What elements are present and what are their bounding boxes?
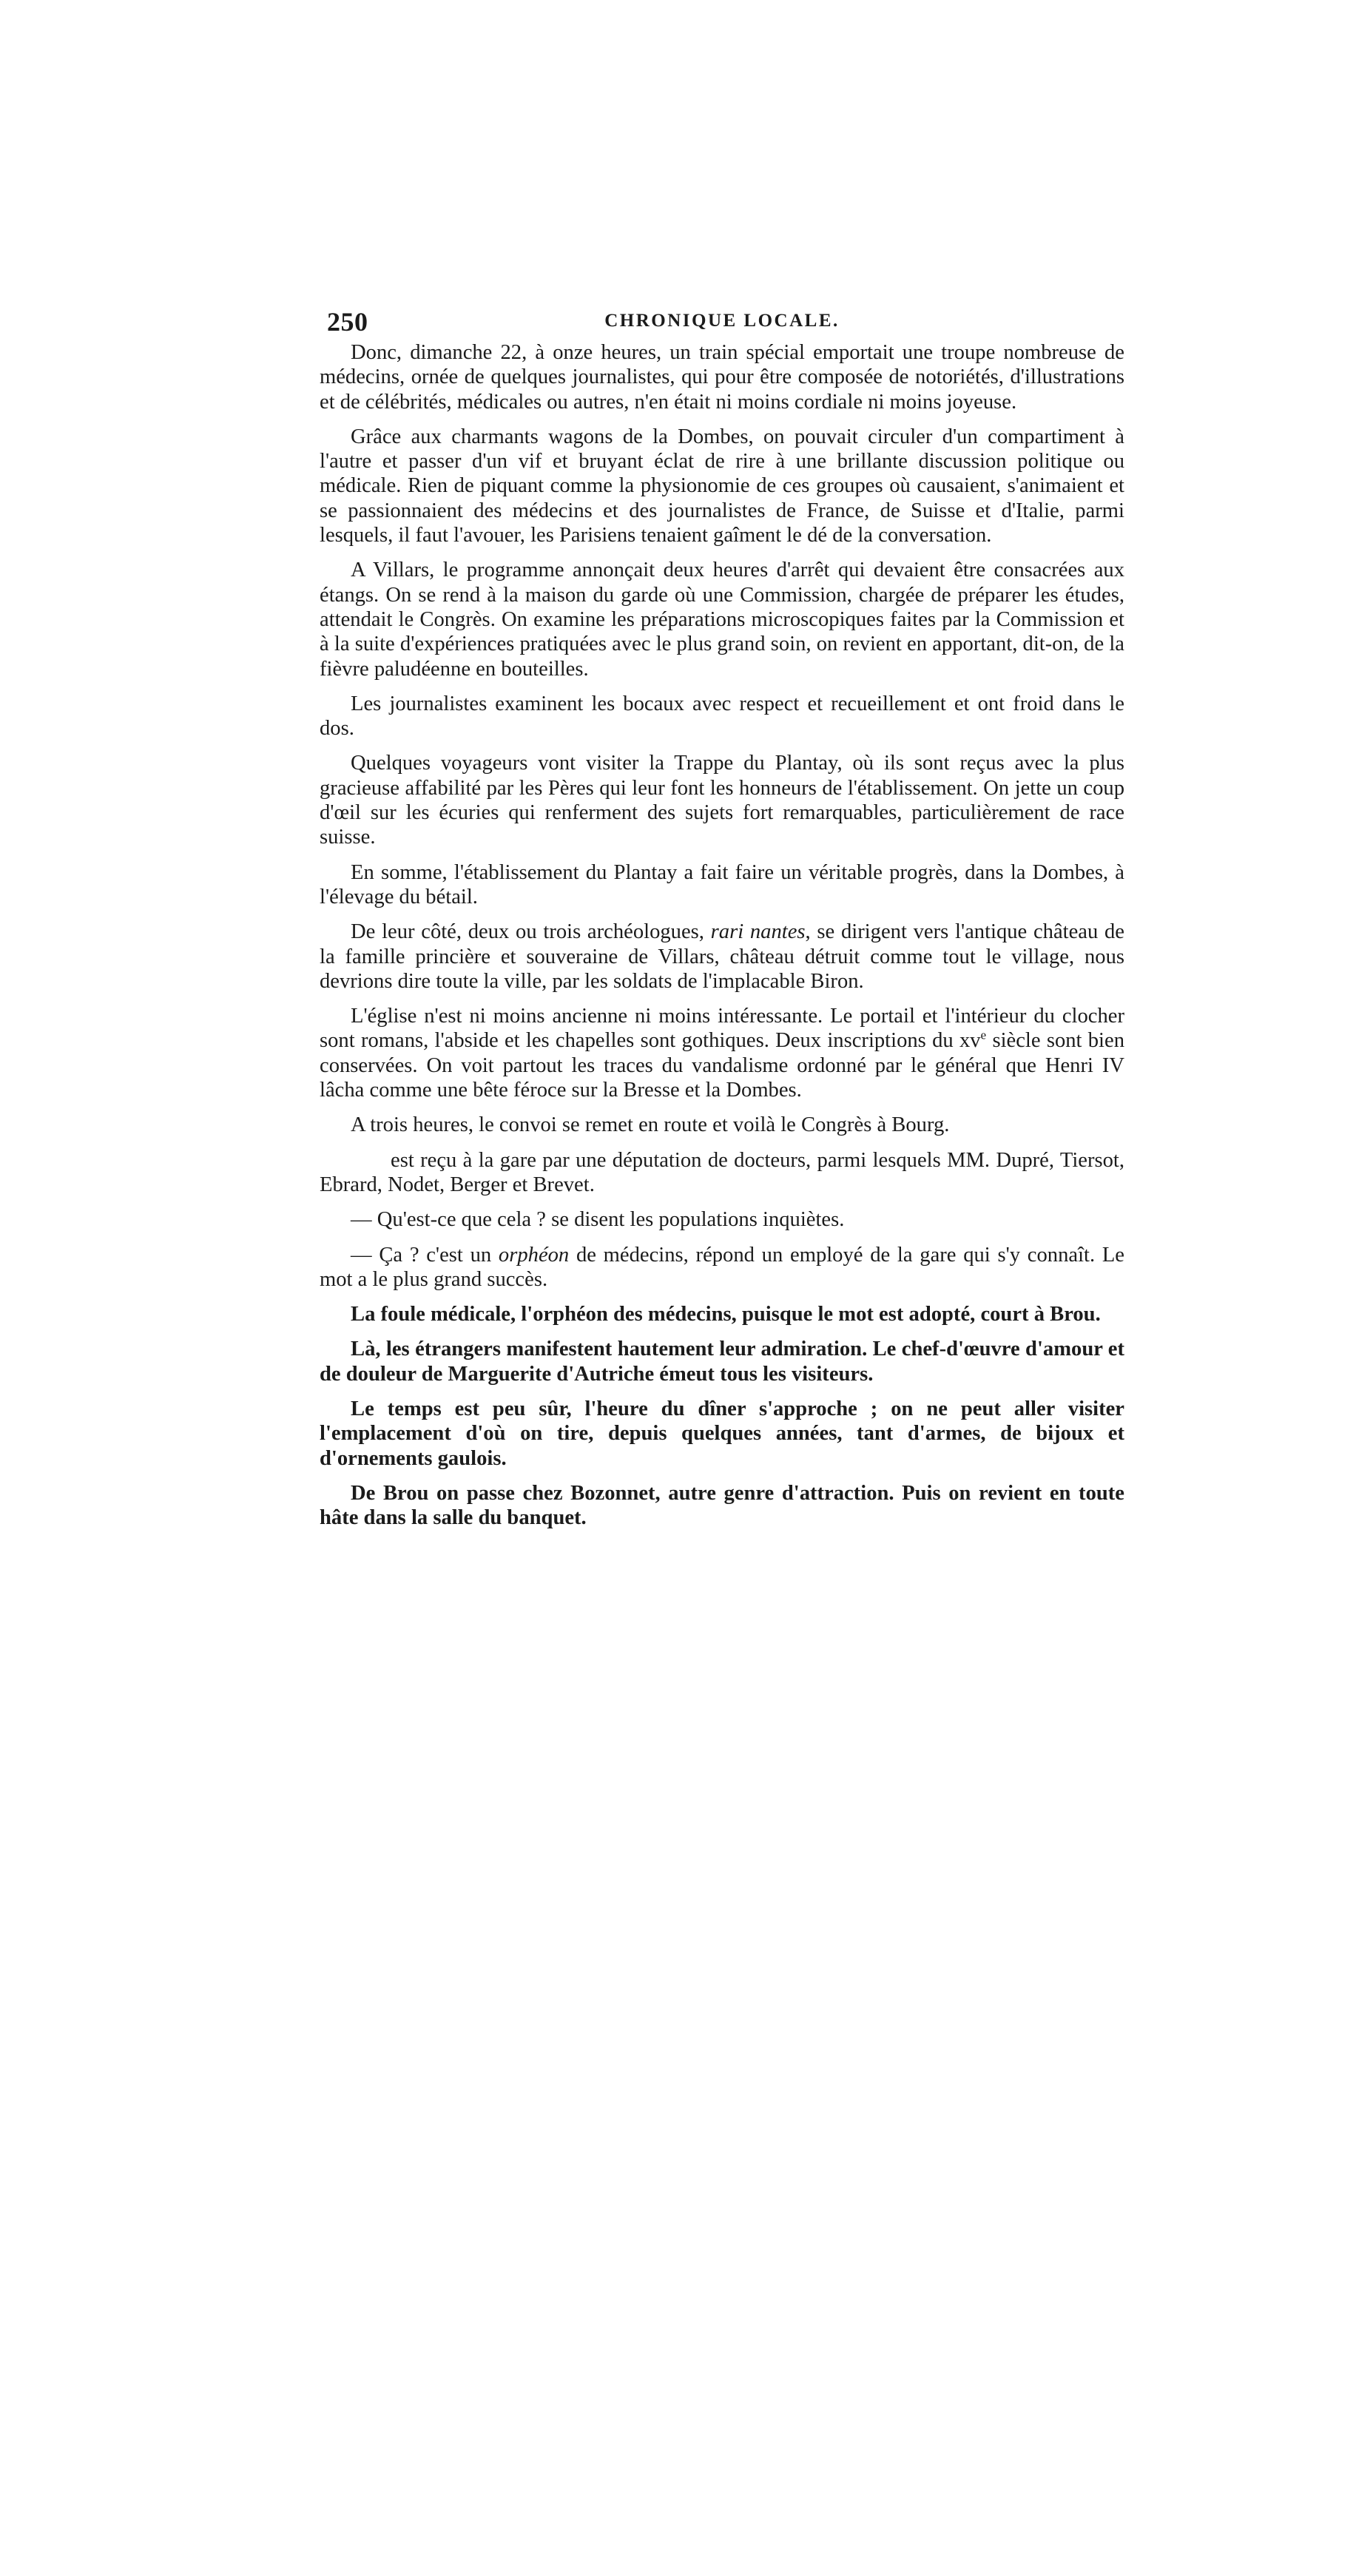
paragraph: Donc, dimanche 22, à onze heures, un train spécial emportait une troupe nombreuse de médecins, ornée de quelques journalistes, qui pour être composée de notoriétés, d'illustrations et de célébrités, médicales ou autres, n'en était ni moins cordiale ni moins joyeuse. bbox=[320, 341, 1124, 414]
paragraph: De Brou on passe chez Bozonnet, autre genre d'attraction. Puis on revient en toute hâte dans la salle du banquet. bbox=[320, 1481, 1124, 1530]
paragraph bbox=[320, 920, 1124, 994]
paragraph: Les journalistes examinent les bocaux avec respect et recueillement et ont froid dans le dos. bbox=[320, 692, 1124, 741]
running-title: CHRONIQUE LOCALE. bbox=[604, 311, 840, 331]
superscript: e bbox=[980, 1028, 987, 1042]
paragraph-text: siècle sont bien conservées. On voit partout les traces du vandalisme ordonné par le général que Henri IV lâcha comme une bête féroce sur la Bresse et la Dombes. bbox=[320, 1029, 1124, 1102]
paragraph: Là, les étrangers manifestent hautement leur admiration. Le chef-d'œuvre d'amour et de douleur de Marguerite d'Autriche émeut tous les visiteurs. bbox=[320, 1338, 1124, 1386]
paragraph-text: , se dirigent vers l'antique château de la famille princière et souveraine de Villars, château détruit comme tout le village, nous devrions dire toute la ville, par les soldats de l'implacable Biron. bbox=[320, 920, 1124, 993]
paragraph-text: — Ça ? c'est un bbox=[351, 1243, 499, 1267]
paragraph: En somme, l'établissement du Plantay a fait faire un véritable progrès, dans la Dombes, à l'élevage du bétail. bbox=[320, 860, 1124, 908]
text-column bbox=[320, 306, 1124, 1540]
paragraph: La foule médicale, l'orphéon des médecins, puisque le mot est adopté, court à Brou. bbox=[351, 1303, 1101, 1326]
running-head bbox=[320, 306, 1124, 336]
paragraph: Grâce aux charmants wagons de la Dombes, on pouvait circuler d'un compartiment à l'autre et passer d'un vif et bruyant éclat de rire à une brillante discussion politique ou médicale. Rien de piquant comme la physionomie de ces groupes où causaient, s'animaient et se passionnaient des médecins et des journalistes de France, de Suisse et d'Italie, parmi lesquels, il faut l'avouer, les Parisiens tenaient gaîment le dé de la conversation. bbox=[320, 425, 1124, 547]
paragraph-text: L'église n'est ni moins ancienne ni moins intéressante. Le portail et l'intérieur du clocher sont romans, l'abside et les chapelles sont gothiques. Deux inscriptions du xv bbox=[320, 1005, 1124, 1053]
italic-phrase: rari nantes bbox=[710, 920, 806, 944]
paragraph: Quelques voyageurs vont visiter la Trappe du Plantay, où ils sont reçus avec la plus gracieuse affabilité par les Pères qui leur font les honneurs de l'établissement. On jette un coup d'œil sur les écuries qui renferment des sujets fort remarquables, particulièrement de race suisse. bbox=[320, 752, 1124, 849]
paragraph: A Villars, le programme annonçait deux heures d'arrêt qui devaient être consacrées aux étangs. On se rend à la maison du garde où une Commission, chargée de préparer les études, attendait le Congrès. On examine les préparations microscopiques faites par la Commission et à la suite d'expériences pratiquées avec le plus grand soin, on revient en apportant, dit-on, de la fièvre paludéenne en bouteilles. bbox=[320, 559, 1124, 681]
paragraph-text: De leur côté, deux ou trois archéologues, bbox=[351, 920, 711, 944]
paragraph-text: de médecins, répond un employé de la gare qui s'y connaît. Le mot a le plus grand succès. bbox=[320, 1243, 1124, 1291]
paragraph: A trois heures, le convoi se remet en route et voilà le Congrès à Bourg. bbox=[351, 1113, 950, 1137]
paragraph: est reçu à la gare par une députation de docteurs, parmi lesquels MM. Dupré, Tiersot, Ebrard, Nodet, Berger et Brevet. bbox=[320, 1148, 1124, 1196]
dialogue-line: — Qu'est-ce que cela ? se disent les populations inquiètes. bbox=[351, 1208, 845, 1232]
paragraph bbox=[320, 1004, 1124, 1102]
paragraph: Le temps est peu sûr, l'heure du dîner s'approche ; on ne peut aller visiter l'emplacement d'où on tire, depuis quelques années, tant d'armes, de bijoux et d'ornements gaulois. bbox=[320, 1397, 1124, 1470]
italic-phrase: orphéon bbox=[498, 1243, 570, 1267]
dialogue-line bbox=[320, 1243, 1124, 1292]
page-number: 250 bbox=[327, 307, 368, 337]
